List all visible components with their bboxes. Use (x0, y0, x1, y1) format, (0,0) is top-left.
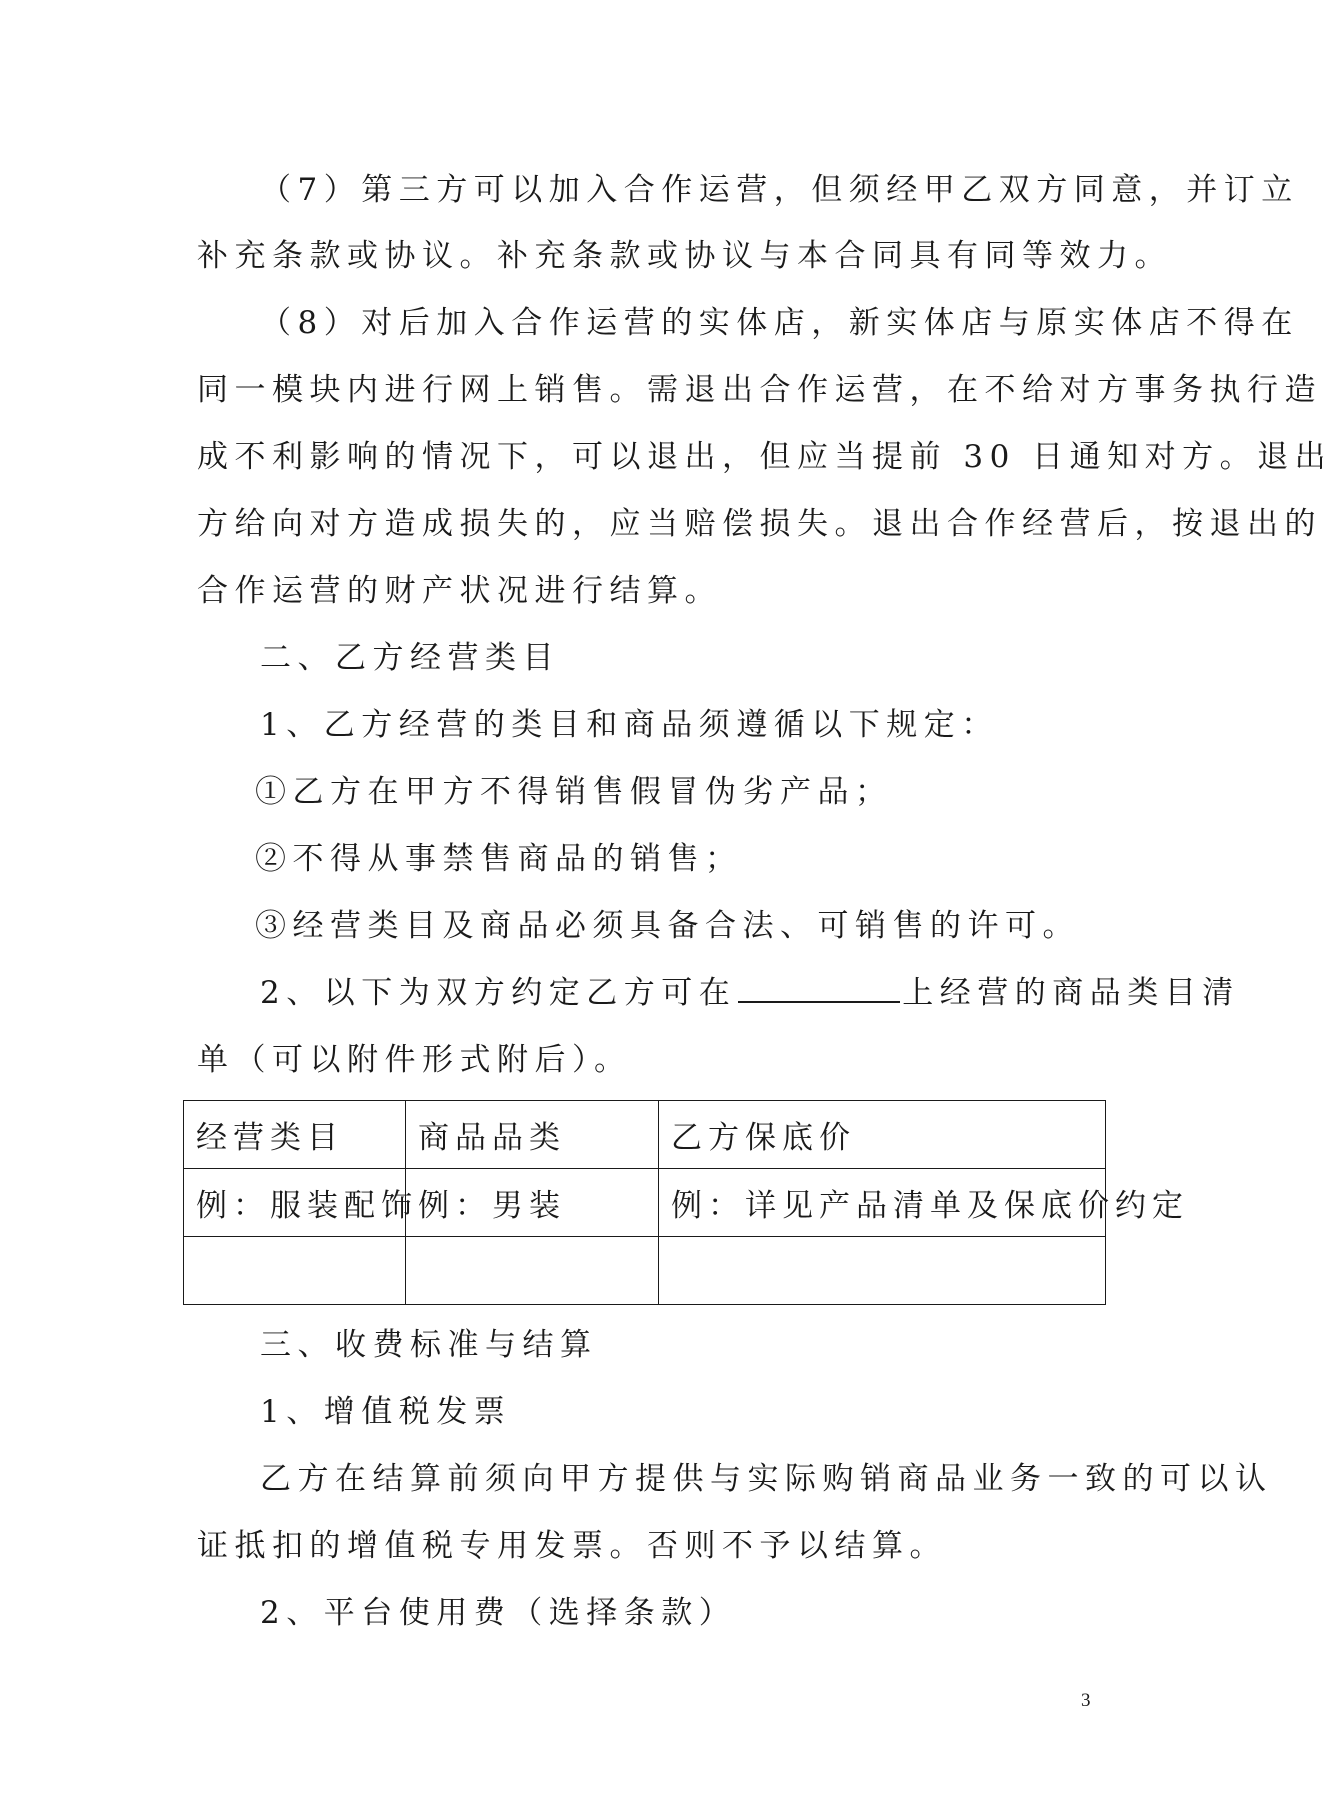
clause-8-line-4: 方给向对方造成损失的，应当赔偿损失。退出合作经营后，按退出的 (197, 506, 1322, 542)
section-2-item-1: 1、乙方经营的类目和商品须遵循以下规定： (260, 707, 999, 743)
page-number: 3 (1081, 1690, 1091, 1711)
table-cell (184, 1237, 406, 1305)
clause-8-line-1: （8）对后加入合作运营的实体店，新实体店与原实体店不得在 (260, 305, 1299, 341)
section-3-heading: 三、收费标准与结算 (260, 1327, 598, 1363)
item-2-text-before-blank: 2、以下为双方约定乙方可在 (260, 975, 737, 1011)
clause-8-line-5: 合作运营的财产状况进行结算。 (197, 573, 722, 609)
table-cell: 例：男装 (406, 1169, 659, 1237)
table-row (184, 1169, 1106, 1237)
clause-7-line-2: 补充条款或协议。补充条款或协议与本合同具有同等效力。 (197, 238, 1172, 274)
section-2-item-2-line-2: 单（可以附件形式附后）。 (197, 1042, 632, 1078)
platform-name-blank (738, 973, 900, 1003)
section-2-rule-3: ③经营类目及商品必须具备合法、可销售的许可。 (255, 908, 1080, 944)
clause-8-line-2: 同一模块内进行网上销售。需退出合作运营，在不给对方事务执行造 (197, 372, 1322, 408)
clause-8-line-3: 成不利影响的情况下，可以退出，但应当提前 30 日通知对方。退出 (197, 439, 1332, 475)
section-2-heading: 二、乙方经营类目 (260, 640, 560, 676)
table-cell (406, 1237, 659, 1305)
header-product-type: 商品品类 (406, 1101, 659, 1169)
category-table (183, 1100, 1189, 1305)
table-cell: 例：详见产品清单及保底价约定 (659, 1169, 1106, 1237)
item-2-text-after-blank: 上经营的商品类目清 (902, 975, 1240, 1011)
section-3-para-line-1: 乙方在结算前须向甲方提供与实际购销商品业务一致的可以认 (260, 1461, 1273, 1497)
section-3-para-line-2: 证抵扣的增值税专用发票。否则不予以结算。 (197, 1528, 947, 1564)
header-min-price: 乙方保底价 (659, 1101, 1106, 1169)
section-2-rule-2: ②不得从事禁售商品的销售； (255, 841, 743, 877)
section-2-rule-1: ①乙方在甲方不得销售假冒伪劣产品； (255, 774, 893, 810)
section-3-item-2: 2、平台使用费（选择条款） (260, 1595, 737, 1631)
clause-7-line-1: （7）第三方可以加入合作运营，但须经甲乙双方同意，并订立 (260, 172, 1299, 208)
table-row (184, 1237, 1106, 1305)
section-2-item-2-line-1 (260, 973, 1240, 1013)
table-cell (659, 1237, 1106, 1305)
header-category: 经营类目 (184, 1101, 406, 1169)
table-cell: 例：服装配饰 (184, 1169, 406, 1237)
table-header-row (184, 1101, 1106, 1169)
section-3-item-1: 1、增值税发票 (260, 1394, 512, 1430)
